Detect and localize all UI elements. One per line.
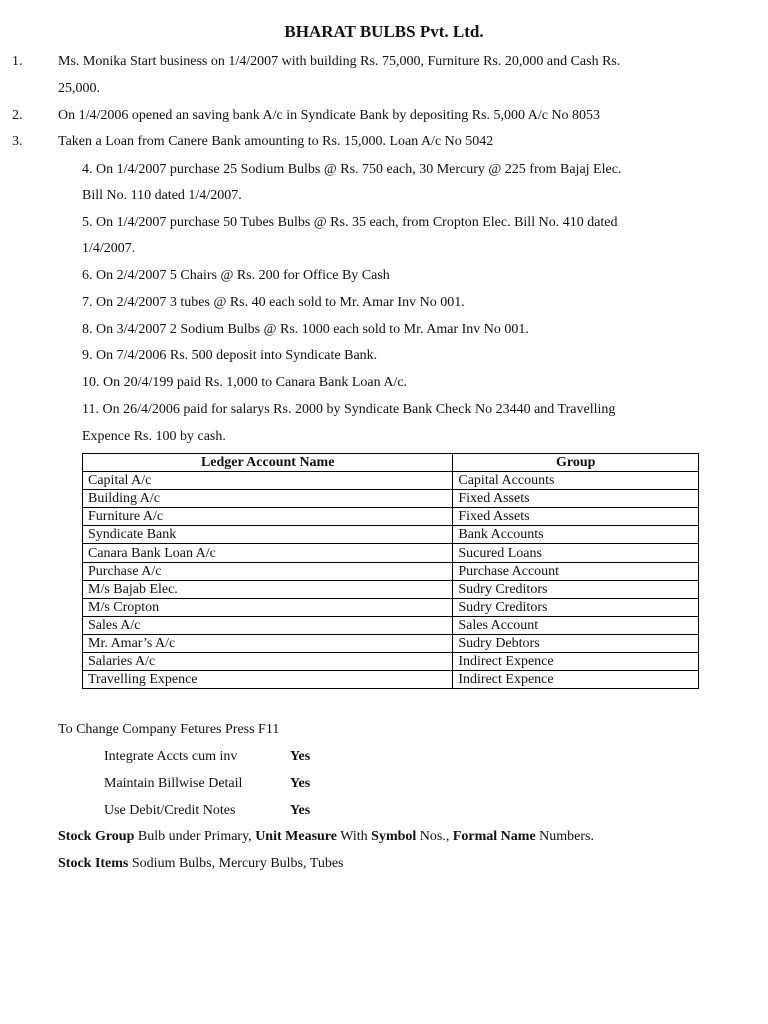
ledger-name-cell: Travelling Expence [83,671,453,689]
item-1-line-1: Ms. Monika Start business on 1/4/2007 with building Rs. 75,000, Furniture Rs. 20,000 and Cash Rs. [58,54,621,69]
item-9-line-1: 9. On 7/4/2006 Rs. 500 deposit into Syndicate Bank. [82,348,378,363]
ledger-group-cell: Sucured Loans [453,544,699,562]
stock-group-label: Stock Group [58,829,135,844]
stock-items-text: Sodium Bulbs, Mercury Bulbs, Tubes [128,856,344,871]
feature-value-integrate: Yes [290,749,311,764]
item-4-line-1: 4. On 1/4/2007 purchase 25 Sodium Bulbs @ Rs. 750 each, 30 Mercury @ 225 from Bajaj Elec. [82,162,622,177]
ledger-group-cell: Sudry Debtors [453,634,699,652]
stock-group-text: Bulb under Primary, [134,829,256,844]
item-number-2: 2. [12,108,23,123]
stock-items-line [58,855,343,873]
item-5-line-1: 5. On 1/4/2007 purchase 50 Tubes Bulbs @ Rs. 35 each, from Cropton Elec. Bill No. 410 dated [82,215,618,230]
item-3-line-1: Taken a Loan from Canere Bank amounting to Rs. 15,000. Loan A/c No 5042 [58,134,494,149]
table-row [83,653,699,671]
ledger-name-cell: Sales A/c [83,616,453,634]
ledger-name-cell: Mr. Amar’s A/c [83,634,453,652]
table-row [83,580,699,598]
feature-value-billwise: Yes [290,776,311,791]
table-row [83,526,699,544]
item-11-line-1: 11. On 26/4/2006 paid for salarys Rs. 2000 by Syndicate Bank Check No 23440 and Travelling [82,402,616,417]
ledger-table [82,453,699,689]
ledger-group-cell: Fixed Assets [453,508,699,526]
features-intro: To Change Company Fetures Press F11 [58,722,280,737]
ledger-header-row [83,454,699,472]
item-11-line-2: Expence Rs. 100 by cash. [82,429,226,444]
table-row [83,616,699,634]
item-1-line-2: 25,000. [58,81,100,96]
ledger-group-cell: Bank Accounts [453,526,699,544]
item-7-line-1: 7. On 2/4/2007 3 tubes @ Rs. 40 each sold to Mr. Amar Inv No 001. [82,295,465,310]
feature-label-notes: Use Debit/Credit Notes [104,803,236,818]
item-number-1: 1. [12,54,23,69]
ledger-group-cell: Indirect Expence [453,653,699,671]
table-row [83,490,699,508]
ledger-name-cell: Building A/c [83,490,453,508]
item-10-line-1: 10. On 20/4/199 paid Rs. 1,000 to Canara Bank Loan A/c. [82,375,408,390]
ledger-name-cell: Purchase A/c [83,562,453,580]
feature-label-billwise: Maintain Billwise Detail [104,776,243,791]
ledger-header-group: Group [453,454,699,472]
ledger-group-cell: Sales Account [453,616,699,634]
ledger-name-cell: M/s Cropton [83,598,453,616]
ledger-name-cell: M/s Bajab Elec. [83,580,453,598]
item-number-3: 3. [12,134,23,149]
table-row [83,562,699,580]
ledger-group-cell: Capital Accounts [453,472,699,490]
unit-measure-label: Unit Measure [255,829,337,844]
ledger-name-cell: Capital A/c [83,472,453,490]
table-row [83,634,699,652]
ledger-name-cell: Furniture A/c [83,508,453,526]
formal-name-text: Numbers. [535,829,594,844]
table-row [83,472,699,490]
document-title: BHARAT BULBS Pvt. Ltd. [284,22,484,41]
item-5-line-2: 1/4/2007. [82,241,136,256]
stock-items-label: Stock Items [58,856,129,871]
symbol-label: Symbol [371,829,417,844]
table-row [83,598,699,616]
formal-name-label: Formal Name [452,829,536,844]
ledger-header-name: Ledger Account Name [83,454,453,472]
table-row [83,671,699,689]
item-6-line-1: 6. On 2/4/2007 5 Chairs @ Rs. 200 for Office By Cash [82,268,390,283]
table-row [83,544,699,562]
item-8-line-1: 8. On 3/4/2007 2 Sodium Bulbs @ Rs. 1000 each sold to Mr. Amar Inv No 001. [82,322,529,337]
ledger-group-cell: Fixed Assets [453,490,699,508]
table-row [83,508,699,526]
ledger-group-cell: Indirect Expence [453,671,699,689]
ledger-name-cell: Canara Bank Loan A/c [83,544,453,562]
ledger-name-cell: Syndicate Bank [83,526,453,544]
ledger-group-cell: Purchase Account [453,562,699,580]
symbol-text: Nos., [416,829,453,844]
ledger-group-cell: Sudry Creditors [453,580,699,598]
feature-value-notes: Yes [290,803,311,818]
item-2-line-1: On 1/4/2006 opened an saving bank A/c in Syndicate Bank by depositing Rs. 5,000 A/c No 8053 [58,108,601,123]
ledger-group-cell: Sudry Creditors [453,598,699,616]
item-4-line-2: Bill No. 110 dated 1/4/2007. [82,188,242,203]
unit-measure-text: With [336,829,372,844]
ledger-name-cell: Salaries A/c [83,653,453,671]
stock-group-line [58,828,594,846]
feature-label-integrate: Integrate Accts cum inv [104,749,238,764]
